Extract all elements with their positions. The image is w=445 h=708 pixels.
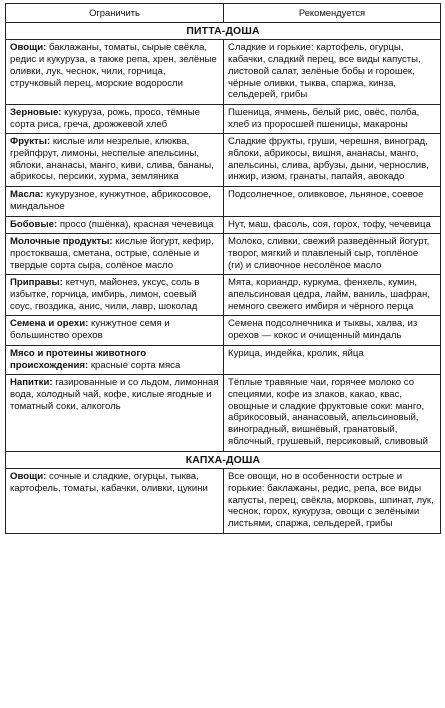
category-label: Масла: <box>10 189 44 201</box>
limit-text: кислые йогурт, кефир, простокваша, сметана, острые, солёные и твердые сорта сыра, солёное масло <box>10 236 214 271</box>
limit-cell <box>6 275 224 316</box>
limit-cell <box>6 345 224 374</box>
limit-text: газированные и со льдом, лимонная вода, холодный чай, кофе, кислые ягодные и томатный соки, алкоголь <box>10 377 219 412</box>
recommended-cell: Молоко, сливки, свежий разведённый йогурт, творог, мягкий и плавленый сыр, топлёное (ги) и сливочное несолёное масло <box>224 234 441 275</box>
section-row <box>6 22 441 40</box>
table-row <box>6 345 441 374</box>
recommended-cell: Тёплые травяные чаи, горячее молоко со специями, кофе из злаков, какао, квас, овощные и сладкие фруктовые соки: манго, абрикосовый, ананасовый, апельсиновый, виноградный, вишнёвый, гранатовый, яблочный, грушевый, персиковый, сливовый <box>224 375 441 451</box>
table-row <box>6 316 441 345</box>
limit-text: просо (пшёнка), красная чечевица <box>59 218 214 230</box>
limit-cell <box>6 187 224 216</box>
recommended-cell: Все овощи, но в особенности острые и горькие: баклажаны, редис, репа, все виды капусты, перец, свёкла, морковь, шпинат, лук, чеснок, горох, кукуруза, овощи с зелёными листьями, спаржа, сельдерей, грибы <box>224 469 441 534</box>
category-label: Фрукты: <box>10 136 51 148</box>
recommended-cell: Подсолнечное, оливковое, льняное, соевое <box>224 187 441 216</box>
category-label: Овощи: <box>10 42 47 54</box>
recommended-cell: Семена подсолнечника и тыквы, халва, из орехов — кокос и очищенный миндаль <box>224 316 441 345</box>
limit-cell <box>6 216 224 234</box>
recommended-cell: Пшеница, ячмень, белый рис, овёс, полба, хлеб из проросшей пшеницы, макароны <box>224 104 441 133</box>
header-recommended: Рекомендуется <box>224 4 441 23</box>
limit-cell <box>6 375 224 451</box>
table-row <box>6 216 441 234</box>
table-row <box>6 134 441 187</box>
recommended-cell: Нут, маш, фасоль, соя, горох, тофу, чечевица <box>224 216 441 234</box>
limit-text: кунжутное семя и большинство орехов <box>10 318 170 342</box>
table-row <box>6 234 441 275</box>
limit-cell <box>6 316 224 345</box>
section-row <box>6 451 441 469</box>
table-row <box>6 375 441 451</box>
section-title: ПИТТА-ДОША <box>6 22 441 40</box>
category-label: Напитки: <box>10 377 53 389</box>
recommended-cell: Мята, кориандр, куркума, фенхель, кумин, апельсиновая цедра, лайм, ваниль, шафран, немного свежего имбиря и чёрного перца <box>224 275 441 316</box>
diet-table <box>5 3 441 534</box>
limit-text: кукурузное, кунжутное, абрикосовое, миндальное <box>10 189 212 212</box>
table-row <box>6 104 441 133</box>
section-title: КАПХА-ДОША <box>6 451 441 469</box>
limit-cell <box>6 104 224 133</box>
category-label: Приправы: <box>10 277 63 289</box>
recommended-cell: Курица, индейка, кролик, яйца <box>224 345 441 374</box>
limit-text: красные сорта мяса <box>90 359 181 371</box>
category-label: Мясо и протеины животного происхождения: <box>10 347 147 371</box>
category-label: Зерновые: <box>10 106 62 118</box>
category-label: Молочные продукты: <box>10 236 113 248</box>
limit-text: кислые или незрелые, клюква, грейпфрут, лимоны, неспелые апельсины, яблоки, ананасы, манго, киви, слива, бананы, абрикосы, персики, хурма, земляника <box>10 136 214 183</box>
limit-text: сочные и сладкие, огурцы, тыква, картофель, томаты, кабачки, оливки, цукини <box>10 471 208 494</box>
limit-text: кукуруза, рожь, просо, тёмные сорта риса, греча, дрожжевой хлеб <box>10 106 200 130</box>
table-row <box>6 469 441 534</box>
limit-text: кетчуп, майонез, уксус, соль в избытке, горчица, имбирь, лимон, соевый соус, гвоздика, анис, чили, лавр, шоколад <box>10 277 200 312</box>
limit-cell <box>6 469 224 534</box>
limit-cell <box>6 40 224 105</box>
category-label: Овощи: <box>10 471 47 483</box>
category-label: Семена и орехи: <box>10 318 89 330</box>
header-row <box>6 4 441 23</box>
limit-text: баклажаны, томаты, сырые свёкла, редис и кукуруза, а также репа, хрен, зелёные оливки, лук, чеснок, чили, горчица, стручковый перец, морские водоросли <box>10 42 217 89</box>
recommended-cell: Сладкие фрукты, груши, черешня, виноград, яблоки, абрикосы, вишня, ананасы, манго, апельсины, слива, арбузы, дыни, чернослив, инжир, изюм, гранаты, папайя, авокадо <box>224 134 441 187</box>
limit-cell <box>6 234 224 275</box>
recommended-cell: Сладкие и горькие: картофель, огурцы, кабачки, сладкий перец, все виды капусты, листовой салат, зелёные бобы и горошек, чёрные оливки, тыква, спаржа, кинза, сельдерей, грибы <box>224 40 441 105</box>
table-row <box>6 275 441 316</box>
table-row <box>6 187 441 216</box>
header-limit: Ограничить <box>6 4 224 23</box>
limit-cell <box>6 134 224 187</box>
category-label: Бобовые: <box>10 218 58 230</box>
table-row <box>6 40 441 105</box>
